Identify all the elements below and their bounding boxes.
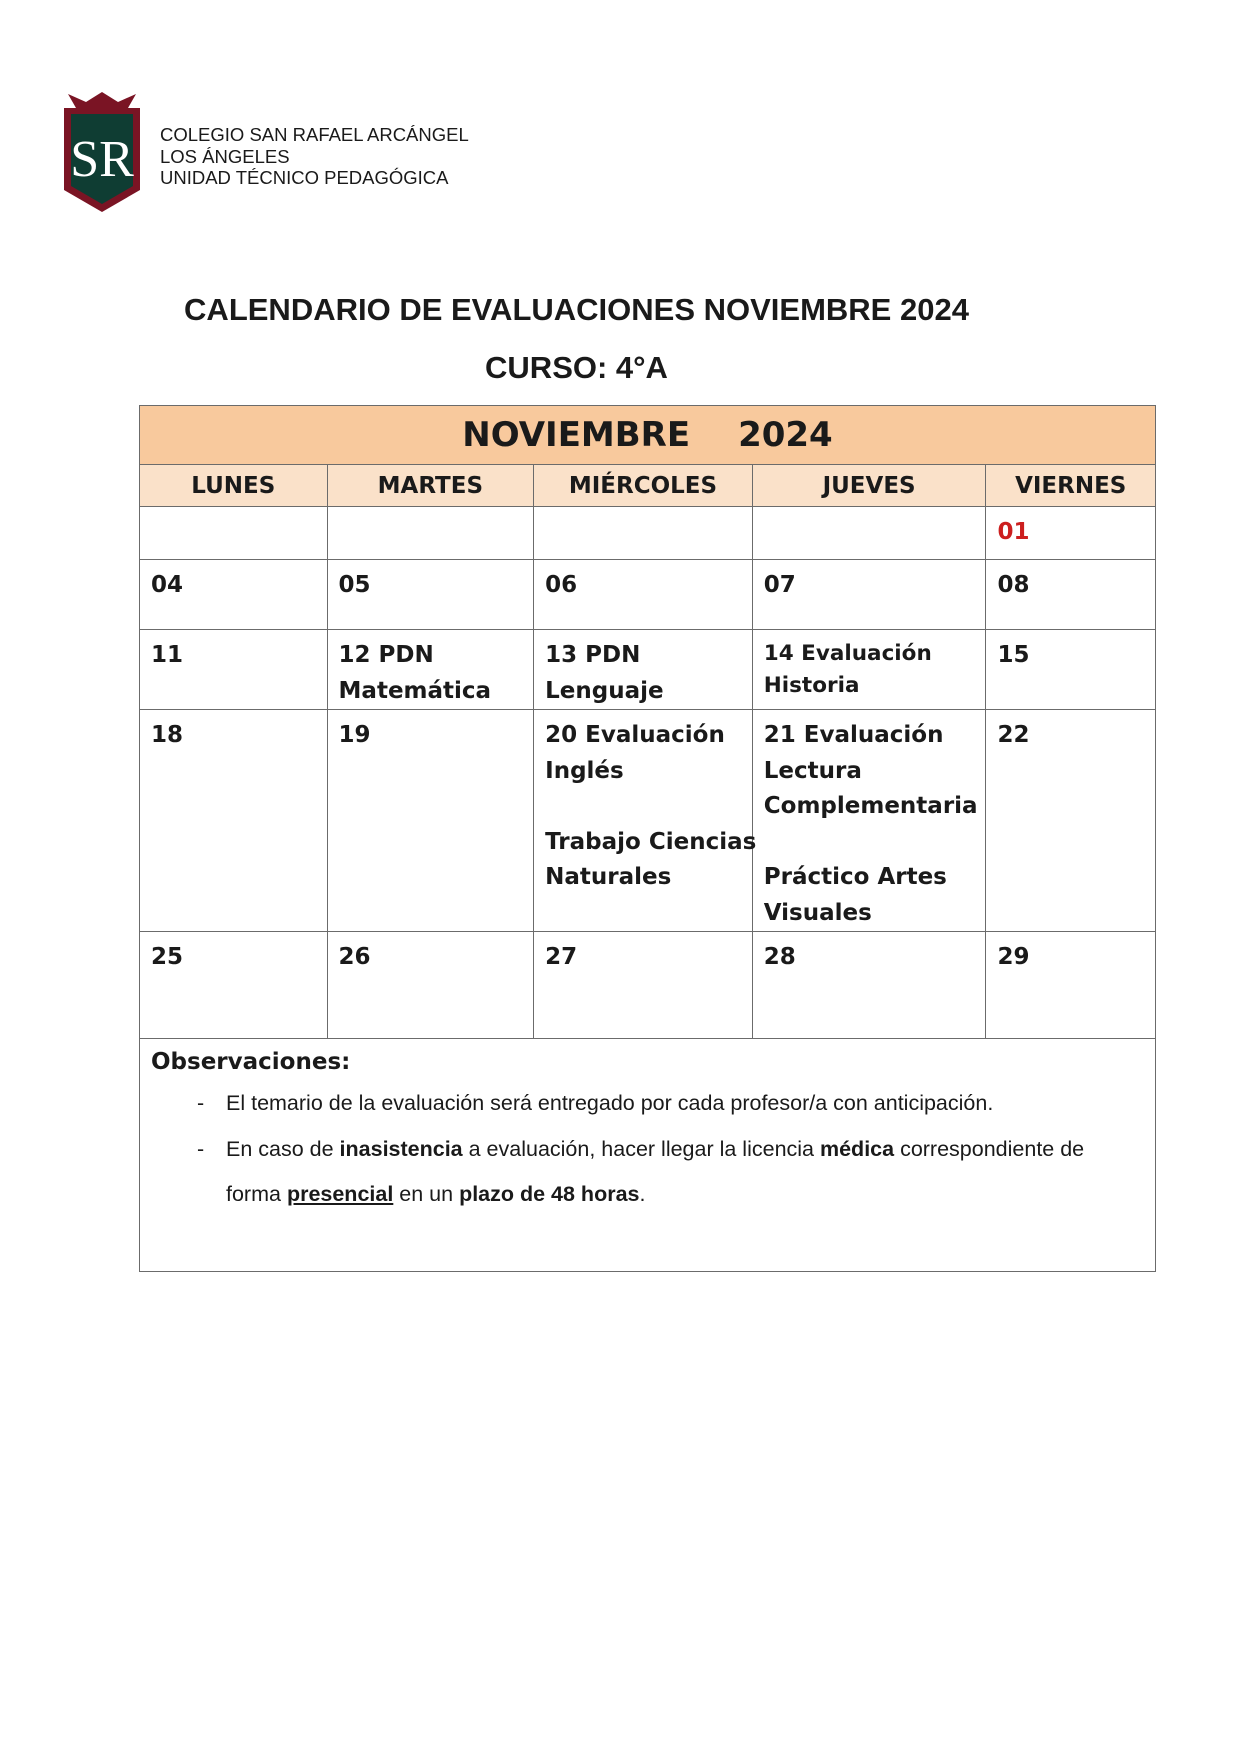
calendar-day-label: 27 (545, 944, 578, 970)
calendar-event-text: Lenguaje (545, 677, 664, 704)
calendar-event-text: Complementaria (763, 793, 978, 819)
logo-monogram: SR (70, 131, 134, 188)
page-title: CALENDARIO DE EVALUACIONES NOVIEMBRE 2024 (184, 292, 969, 327)
weekday-header: VIERNES (986, 465, 1156, 507)
evaluation-calendar (139, 405, 1156, 1272)
school-name: COLEGIO SAN RAFAEL ARCÁNGEL (160, 124, 469, 145)
calendar-day-cell (752, 630, 986, 710)
calendar-day-cell (327, 560, 534, 630)
calendar-day-cell (327, 932, 534, 1039)
calendar-event-text: Historia (763, 673, 860, 698)
calendar-week-row (140, 507, 1156, 560)
calendar-day-cell (534, 710, 757, 932)
weekday-header: JUEVES (752, 465, 986, 507)
calendar-day-label: 15 (997, 642, 1030, 668)
calendar-day-label: 04 (151, 572, 184, 598)
calendar-day-label: 11 (151, 642, 184, 668)
calendar-event-text: Naturales (545, 864, 672, 890)
observation-text: en un (393, 1182, 460, 1206)
calendar-day-label: 05 (338, 572, 371, 598)
calendar-week-row (140, 932, 1156, 1039)
observation-text: correspondiente de forma (226, 1136, 1085, 1206)
calendar-event-text: Inglés (545, 757, 624, 784)
calendar-day-cell (140, 507, 328, 560)
calendar-day-label: 14 Evaluación (763, 641, 932, 666)
observations-box (140, 1039, 1156, 1272)
calendar-event-text: Visuales (763, 899, 872, 926)
calendar-day-cell (752, 507, 986, 560)
calendar-event-text: Práctico Artes (763, 864, 947, 890)
calendar-day-cell (140, 932, 328, 1039)
calendar-week-row (140, 710, 1156, 932)
calendar-event-text: Trabajo Ciencias (545, 828, 757, 855)
calendar-day-cell (140, 710, 328, 932)
school-unit: UNIDAD TÉCNICO PEDAGÓGICA (160, 167, 449, 188)
weekday-header-row (140, 465, 1156, 507)
observation-text: a evaluación, hacer llegar la licencia (462, 1136, 820, 1161)
school-info (160, 124, 469, 189)
calendar-day-cell (140, 560, 328, 630)
calendar-day-cell (752, 560, 986, 630)
calendar-month: NOVIEMBRE (462, 415, 691, 455)
calendar-day-label: 07 (763, 572, 796, 598)
weekday-header: MIÉRCOLES (534, 465, 753, 507)
weekday-header: LUNES (140, 465, 328, 507)
calendar-day-cell (986, 932, 1156, 1039)
calendar-day-label: 26 (338, 944, 371, 970)
calendar-day-cell (327, 630, 534, 710)
calendar-day-cell (986, 560, 1156, 630)
calendar-day-label: 20 Evaluación (545, 722, 725, 748)
calendar-day-label: 06 (545, 572, 578, 598)
observations-title: Observaciones: (151, 1049, 351, 1075)
school-city: LOS ÁNGELES (160, 145, 290, 167)
calendar-day-cell (752, 932, 986, 1039)
calendar-day-label: 08 (997, 572, 1030, 598)
calendar-day-label: 13 PDN (545, 642, 641, 668)
calendar-day-cell (986, 630, 1156, 710)
calendar-day-cell (986, 710, 1156, 932)
calendar-day-label: 29 (997, 944, 1030, 970)
observation-emphasis: inasistencia (339, 1136, 463, 1161)
calendar-day-cell (534, 507, 753, 560)
calendar-day-cell (534, 932, 753, 1039)
calendar-day-cell (327, 710, 534, 932)
calendar-event-text: Lectura (763, 757, 862, 784)
observation-text: El temario de la evaluación será entregado por cada profesor/a con anticipación. (226, 1091, 994, 1115)
calendar-month-header (140, 406, 1156, 465)
observation-emphasis: plazo de 48 horas (459, 1182, 640, 1206)
calendar-week-row (140, 630, 1156, 710)
course-title: CURSO: 4°A (485, 350, 668, 385)
calendar-day-cell (752, 710, 986, 932)
observation-emphasis-underlined: presencial (286, 1182, 394, 1206)
calendar-day-label: 19 (338, 722, 371, 748)
calendar-day-cell (534, 560, 753, 630)
calendar-day-label: 25 (151, 944, 184, 970)
observation-text: En caso de (226, 1136, 340, 1161)
calendar-day-label: 21 Evaluación (763, 722, 944, 748)
calendar-day-cell (327, 507, 534, 560)
calendar-day-label: 22 (997, 722, 1030, 748)
calendar-day-cell (140, 630, 328, 710)
calendar-year: 2024 (738, 415, 833, 455)
calendar-event-text: Matemática (338, 677, 492, 704)
calendar-day-label: 28 (763, 944, 796, 970)
calendar-day-label: 18 (151, 722, 184, 748)
calendar-week-row (140, 560, 1156, 630)
calendar-day-cell (986, 507, 1156, 560)
calendar-day-label: 12 PDN (338, 642, 434, 668)
observation-text: . (639, 1182, 646, 1206)
school-crest-logo (62, 90, 142, 214)
calendar-day-cell (534, 630, 753, 710)
calendar-day-label: 01 (997, 519, 1030, 545)
observation-item: - El temario de la evaluación será entregado por cada profesor/a con anticipación. (197, 1091, 994, 1115)
observation-emphasis: médica (819, 1136, 895, 1161)
observation-item: - En caso de inasistencia a evaluación, hacer llegar la licencia médica correspondiente de forma presencial en un plazo de 48 horas. (197, 1136, 1085, 1206)
weekday-header: MARTES (327, 465, 534, 507)
